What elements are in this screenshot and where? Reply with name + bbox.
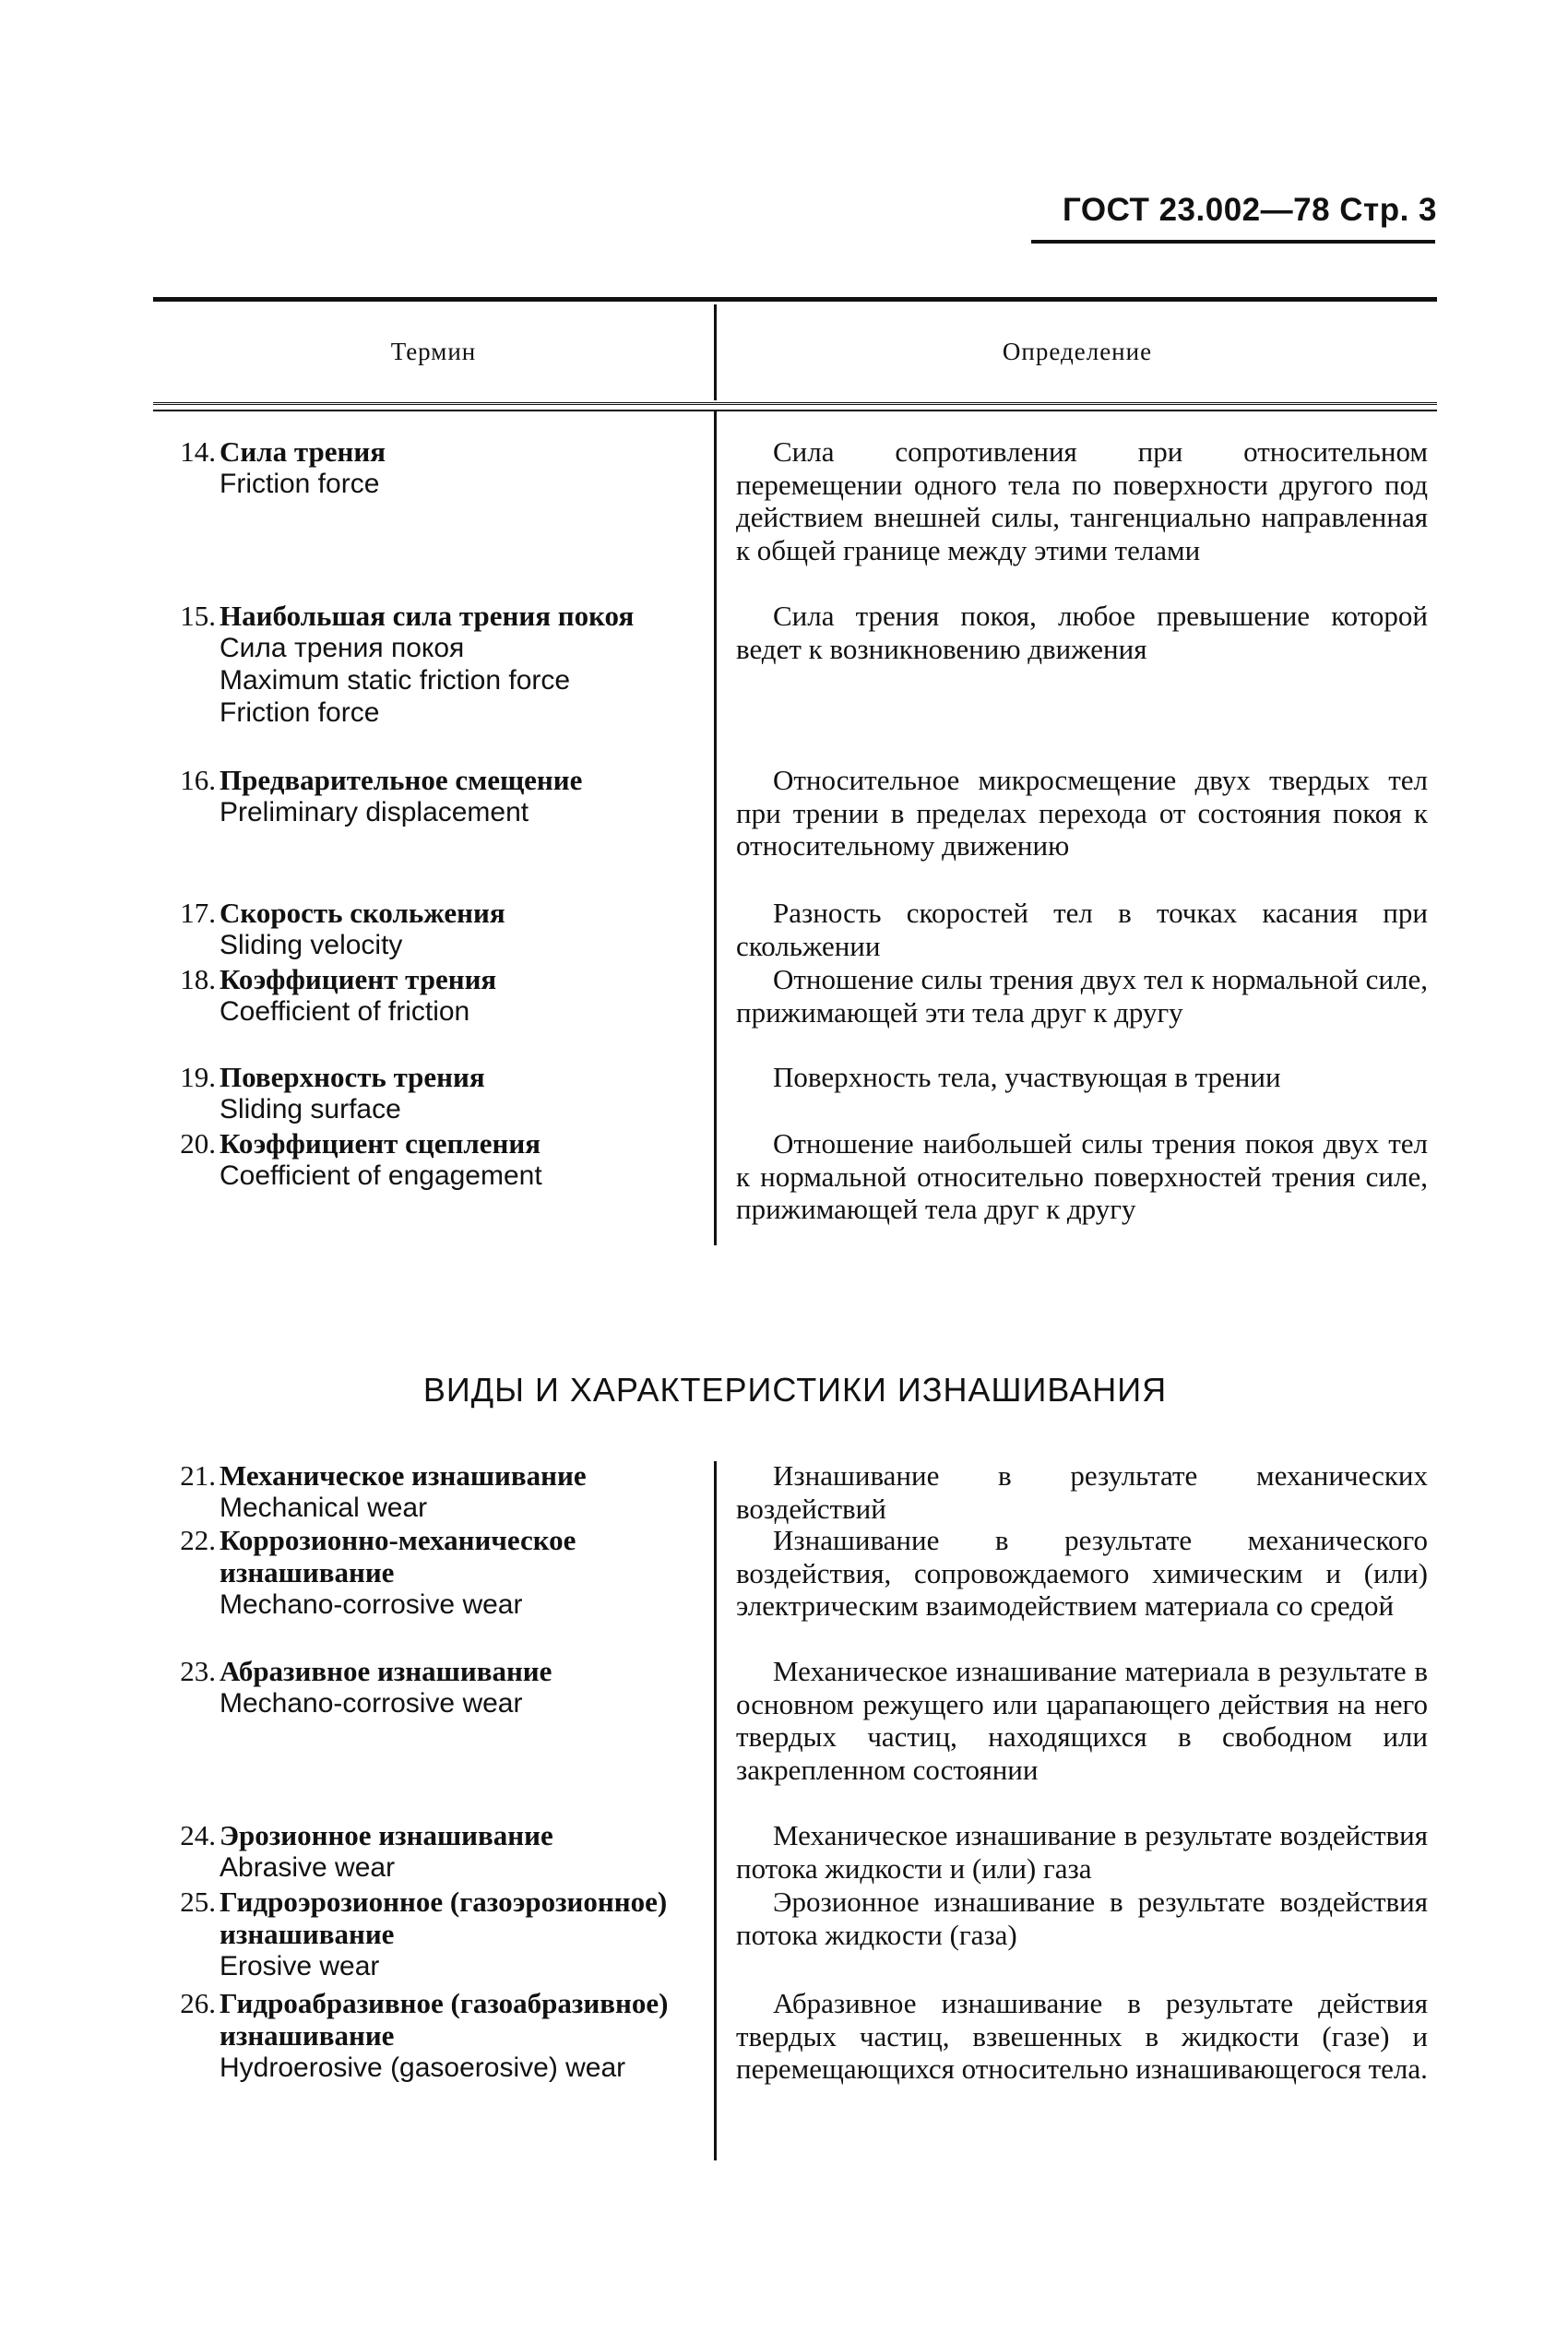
term-en: Abrasive wear (220, 1852, 396, 1883)
term-ru: Гидроабразивное (газоабразивное) изнашивание (220, 1987, 669, 2052)
term-ru: Коэффициент сцепления (220, 1127, 540, 1160)
column-header-definition: Определение (1002, 338, 1153, 365)
term-number: 26. (180, 1987, 216, 2019)
term-ru: Наибольшая сила трения покоя (220, 600, 635, 632)
term-ru: Сила трения (220, 435, 386, 468)
term-cell (153, 435, 686, 500)
term-ru: Абразивное изнашивание (220, 1655, 552, 1687)
term-ru: Эрозионное изнашивание (220, 1819, 553, 1851)
term-cell (153, 1987, 686, 2084)
term-cell (153, 1524, 686, 1621)
term-ru: Коэффициент трения (220, 963, 497, 995)
definition: Эрозионное изнашивание в результате воздействия потока жидкости (газа) (736, 1886, 1428, 1951)
term-number: 15. (180, 600, 216, 632)
term-en: Mechanical wear (220, 1493, 428, 1523)
term-number: 19. (180, 1061, 216, 1093)
term-ru: Коррозионно-механическое изнашивание (220, 1524, 576, 1588)
table-header-rule (153, 402, 1437, 411)
term-number: 20. (180, 1127, 216, 1160)
term-number: 21. (180, 1459, 216, 1492)
term-en: Friction force (220, 697, 380, 728)
term-en: Sliding surface (220, 1094, 401, 1124)
term-cell (153, 897, 686, 961)
term-cell (153, 1886, 686, 1982)
term-number: 25. (180, 1886, 216, 1918)
term-number: 23. (180, 1655, 216, 1687)
term-en: Coefficient of friction (220, 996, 470, 1027)
column-divider (714, 304, 717, 400)
definition: Абразивное изнашивание в результате действия твердых частиц, взвешенных в жидкости (газе) и перемещающихся относительно изнашивающегося тела. (736, 1987, 1428, 2085)
term-cell (153, 1819, 686, 1884)
term-en: Preliminary displacement (220, 797, 529, 827)
term-number: 24. (180, 1819, 216, 1851)
definition: Механическое изнашивание в результате воздействия потока жидкости и (или) газа (736, 1819, 1428, 1885)
definition: Изнашивание в результате механического воздействия, сопровождаемого химическим и (или) электрическим взаимодействием материала со средой (736, 1524, 1428, 1622)
term-ru: Механическое изнашивание (220, 1459, 587, 1492)
definition: Сила сопротивления при относительном перемещении одного тела по поверхности другого под действием внешней силы, тангенциально направленная к общей границе между этими телами (736, 435, 1428, 566)
term-ru: Предварительное смещение (220, 764, 583, 796)
term-cell (153, 764, 686, 828)
page-header: ГОСТ 23.002—78 Стр. 3 (1062, 192, 1437, 228)
term-ru: Поверхность трения (220, 1061, 485, 1093)
term-cell (153, 963, 686, 1028)
definition: Отношение наибольшей силы трения покоя двух тел к нормальной относительно поверхностей трения силе, прижимающей тела друг к другу (736, 1127, 1428, 1225)
term-number: 18. (180, 963, 216, 995)
column-divider (714, 411, 717, 1245)
term-en: Coefficient of engagement (220, 1160, 542, 1191)
definition: Относительное микросмещение двух твердых тел при трении в пределах перехода от состояния покоя к относительному движению (736, 764, 1428, 862)
header-rule (1031, 240, 1435, 244)
table-top-rule (153, 297, 1437, 302)
definition: Поверхность тела, участвующая в трении (773, 1061, 1281, 1093)
term-cell (153, 1459, 686, 1524)
term-en: Friction force (220, 469, 380, 499)
term-en: Mechano-corrosive wear (220, 1589, 523, 1620)
term-number: 16. (180, 764, 216, 796)
term-en: Сила трения покоя (220, 633, 465, 663)
term-cell (153, 1655, 686, 1719)
term-en: Erosive wear (220, 1951, 380, 1981)
term-cell (153, 600, 686, 729)
term-number: 14. (180, 435, 216, 468)
column-header-term: Термин (390, 338, 477, 365)
term-en: Sliding velocity (220, 930, 403, 960)
term-ru: Гидроэрозионное (газоэрозионное) изнашивание (220, 1886, 668, 1950)
definition: Механическое изнашивание материала в результате в основном режущего или царапающего действия на него твердых частиц, находящихся в свободном или закрепленном состоянии (736, 1655, 1428, 1786)
definition: Отношение силы трения двух тел к нормальной силе, прижимающей эти тела друг к другу (736, 963, 1428, 1029)
column-divider (714, 1461, 717, 2160)
definition: Сила трения покоя, любое превышение которой ведет к возникновению движения (736, 600, 1428, 665)
term-number: 17. (180, 897, 216, 929)
term-cell (153, 1061, 686, 1125)
definition: Изнашивание в результате механических воздействий (736, 1459, 1428, 1525)
section-title: ВИДЫ И ХАРАКТЕРИСТИКИ ИЗНАШИВАНИЯ (422, 1371, 1168, 1409)
term-en: Mechano-corrosive wear (220, 1688, 523, 1719)
term-cell (153, 1127, 686, 1192)
term-en: Maximum static friction force (220, 665, 571, 696)
term-en: Hydroerosive (gasoerosive) wear (220, 2052, 626, 2083)
definition: Разность скоростей тел в точках касания при скольжении (736, 897, 1428, 962)
term-number: 22. (180, 1524, 216, 1556)
term-ru: Скорость скольжения (220, 897, 505, 929)
